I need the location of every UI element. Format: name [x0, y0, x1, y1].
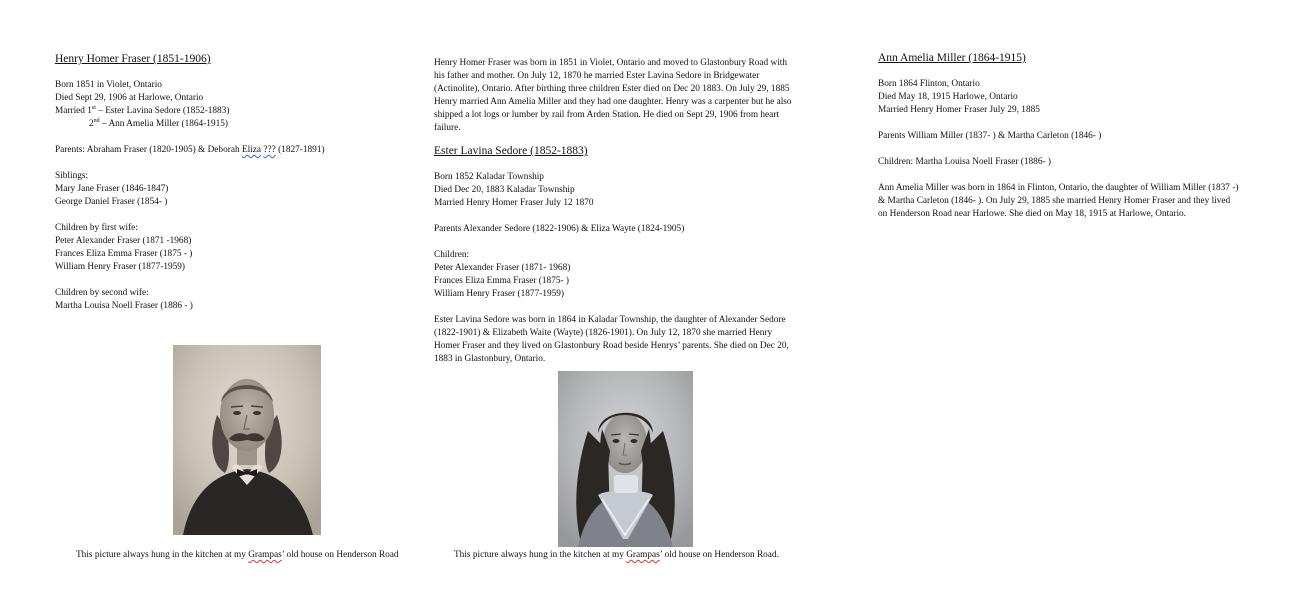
siblings-label: Siblings:: [55, 171, 89, 181]
portrait-woman-icon: [558, 371, 693, 547]
ester-bio-line: Ester Lavina Sedore was born in 1864 in Kaladar Township, the daughter of Alexander Sedore: [434, 315, 786, 325]
ann-bio-line: & Martha Carleton (1846- ). On July 29, 1885 she married Henry Homer Fraser and they lived: [878, 196, 1231, 206]
ester-parents: Parents Alexander Sedore (1822-1906) & Eliza Wayte (1824-1905): [434, 224, 685, 234]
henry-bio-line: his father and mother. On July 12, 1870 he married Ester Lavina Sedore in Bridgewater: [434, 71, 760, 81]
ann-column: [878, 51, 1278, 221]
child-item: Martha Louisa Noell Fraser (1886 - ): [55, 301, 193, 311]
parents-suffix: (1827-1891): [275, 145, 325, 155]
henry-parents: [55, 144, 405, 157]
caption-prefix: This picture always hung in the kitchen at my: [454, 550, 627, 560]
caption-misspelled-word: Grampas: [626, 550, 660, 560]
ann-bio-line: on Henderson Road near Harlowe. She died on May 18, 1915 at Harlowe, Ontario.: [878, 209, 1187, 219]
ester-bio-line: Homer Fraser and they lived on Glastonbury Road beside Henrys’ parents. She died on Dec 20,: [434, 341, 789, 351]
ann-children: Children: Martha Louisa Noell Fraser (1886- ): [878, 157, 1051, 167]
henry-bio-line: shipped a lot logs or lumber by rail from Arden Station. He died on Sept 29, 1906 from heart: [434, 110, 779, 120]
first-wife: – Ester Lavina Sedore (1852-1883): [95, 106, 230, 116]
portrait-man-icon: [173, 345, 321, 535]
sibling-item: George Daniel Fraser (1854- ): [55, 197, 168, 207]
parents-prefix: Parents: Abraham Fraser (1820-1905) & Deborah: [55, 145, 242, 155]
married-prefix: Married 1: [55, 106, 92, 116]
child-item: William Henry Fraser (1877-1959): [55, 262, 186, 272]
henry-photo-caption: [76, 549, 399, 562]
children-first-label: Children by first wife:: [55, 223, 138, 233]
ester-children-label: Children:: [434, 250, 470, 260]
married-number-two: 2: [89, 119, 94, 129]
ester-married: Married Henry Homer Fraser July 12 1870: [434, 198, 594, 208]
ester-heading: Ester Lavina Sedore (1852-1883): [434, 145, 588, 157]
caption-suffix: ’ old house on Henderson Road: [281, 550, 399, 560]
ann-married: Married Henry Homer Fraser July 29, 1885: [878, 105, 1040, 115]
ann-bio-line: Ann Amelia Miller was born in 1864 in Flinton, Ontario, the daughter of William Miller (1837 -): [878, 183, 1239, 193]
sibling-item: Mary Jane Fraser (1846-1847): [55, 184, 169, 194]
caption-prefix: This picture always hung in the kitchen at my: [76, 550, 249, 560]
ordinal-second: nd: [93, 117, 100, 124]
ester-portrait: [558, 371, 693, 547]
henry-bio-line: Henry Homer Fraser was born in 1851 in Violet, Ontario and moved to Glastonbury Road with: [434, 58, 788, 68]
child-item: Frances Eliza Emma Fraser (1875 - ): [55, 249, 193, 259]
children-second-label: Children by second wife:: [55, 288, 149, 298]
henry-married-second: [55, 118, 405, 131]
child-item: Frances Eliza Emma Fraser (1875- ): [434, 276, 570, 286]
henry-bio-line: Henry married Ann Amelia Miller and they had one daughter. Henry was a carpenter but he also: [434, 97, 792, 107]
henry-born: Born 1851 in Violet, Ontario: [55, 80, 162, 90]
ester-photo-caption: [454, 549, 779, 562]
henry-heading: Henry Homer Fraser (1851-1906): [55, 53, 211, 65]
ester-born: Born 1852 Kaladar Township: [434, 172, 544, 182]
caption-suffix: ’ old house on Henderson Road.: [659, 550, 779, 560]
ann-born: Born 1864 Flinton, Ontario: [878, 79, 980, 89]
second-wife: – Ann Amelia Miller (1864-1915): [99, 119, 228, 129]
henry-married-first: [55, 105, 405, 118]
ester-died: Died Dec 20, 1883 Kaladar Township: [434, 185, 575, 195]
henry-bio-line: failure.: [434, 123, 461, 133]
henry-bio-line: (Actinolite), Ontario. After birthing three children Ester died on Dec 20 1883. On July 29, 1885: [434, 84, 790, 94]
henry-died: Died Sept 29, 1906 at Harlowe, Ontario: [55, 93, 204, 103]
ester-bio-line: (1822-1901) & Elizabeth Waite (Wayte) (1826-1901). On July 12, 1870 she married Henry: [434, 328, 773, 338]
child-item: Peter Alexander Fraser (1871- 1968): [434, 263, 571, 273]
ordinal-first: st: [91, 104, 96, 111]
child-item: William Henry Fraser (1877-1959): [434, 289, 565, 299]
child-item: Peter Alexander Fraser (1871 -1968): [55, 236, 192, 246]
ann-parents: Parents William Miller (1837- ) & Martha Carleton (1846- ): [878, 131, 1102, 141]
ann-heading: Ann Amelia Miller (1864-1915): [878, 52, 1026, 64]
caption-misspelled-word: Grampas: [248, 550, 282, 560]
parents-unknown: ???: [263, 145, 276, 155]
ann-died: Died May 18, 1915 Harlowe, Ontario: [878, 92, 1018, 102]
middle-column: [434, 57, 834, 366]
ester-bio-line: 1883 in Glastonbury, Ontario.: [434, 354, 546, 364]
henry-column: [55, 52, 405, 313]
parents-eliza: Eliza: [241, 145, 262, 155]
henry-portrait: [173, 345, 321, 535]
